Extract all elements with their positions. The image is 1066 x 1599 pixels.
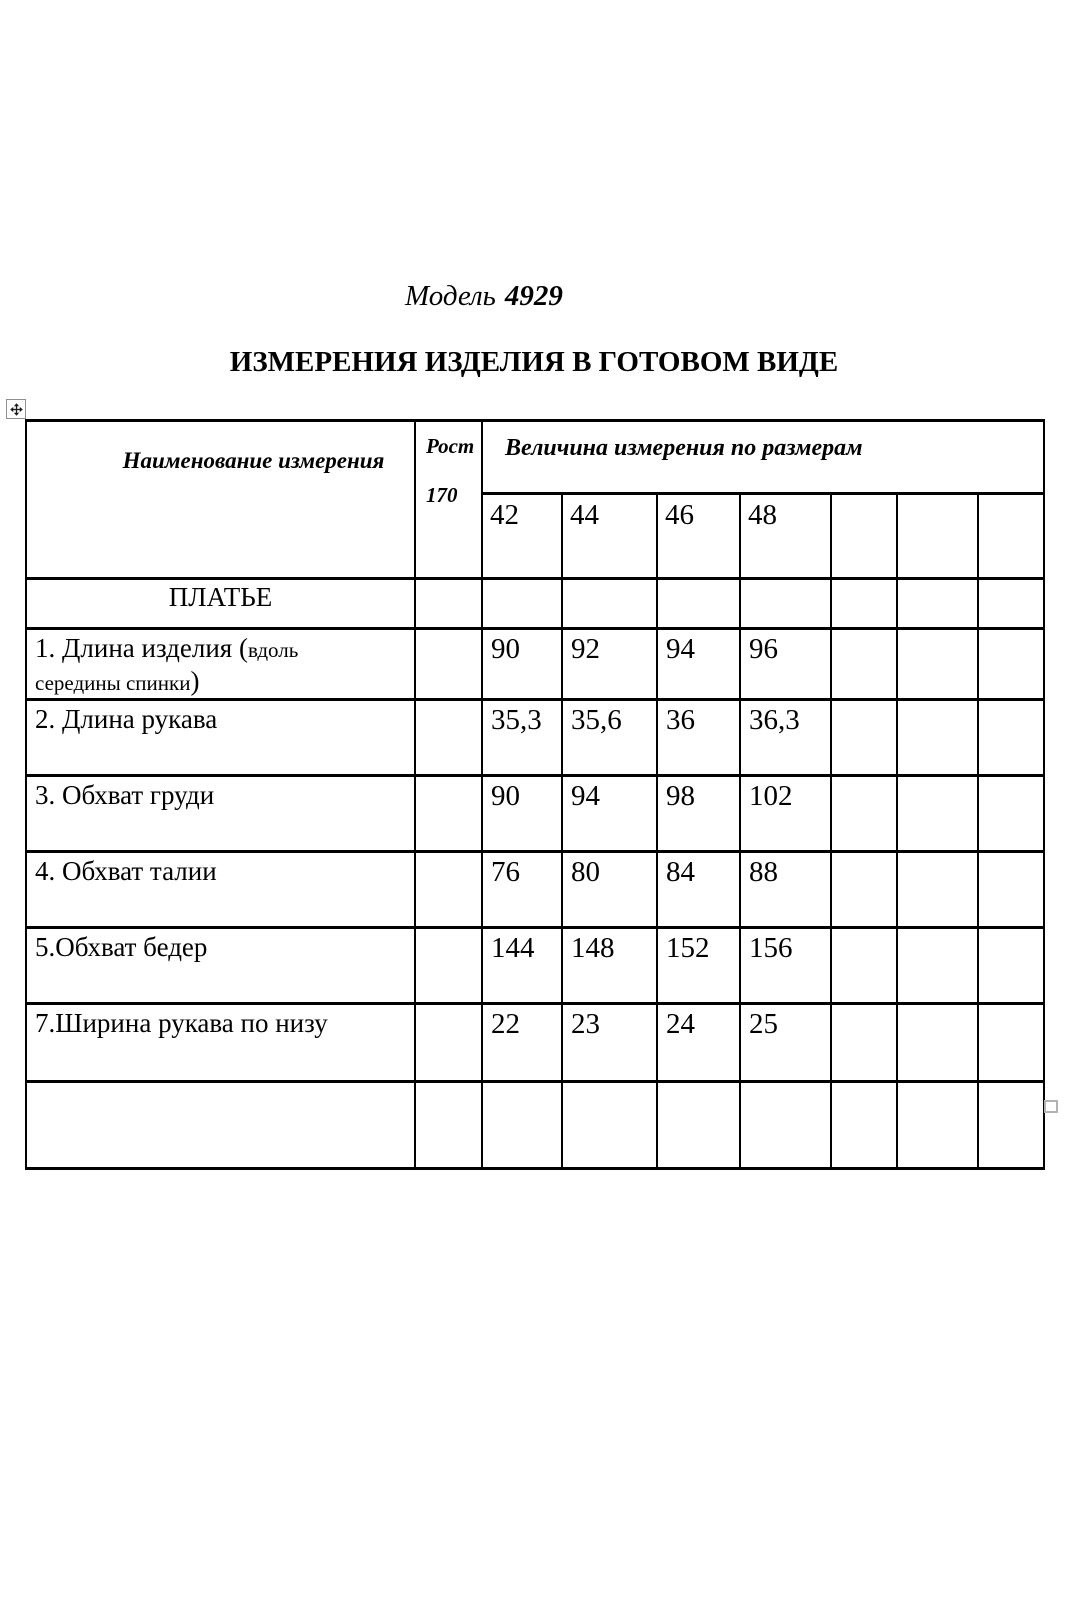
rost-cell	[415, 629, 482, 700]
rost-cell	[415, 775, 482, 851]
rost-value: 170	[426, 483, 458, 507]
value-cell: 22	[482, 1003, 562, 1081]
value-cell: 35,3	[482, 699, 562, 775]
row-label-cell	[26, 699, 415, 775]
header-rost-column	[415, 421, 482, 579]
row-label: 2. Длина рукава	[35, 703, 218, 734]
row-label-cell	[26, 775, 415, 851]
size-header-cell: 48	[740, 494, 831, 579]
value-cell	[831, 1081, 897, 1168]
size-header-cell: 44	[562, 494, 657, 579]
table-resize-handle[interactable]	[1044, 1100, 1058, 1113]
value-cell: 36,3	[740, 699, 831, 775]
value-cell: 102	[740, 775, 831, 851]
header-name-column: Наименование измерения	[26, 421, 415, 579]
value-cell: 23	[562, 1003, 657, 1081]
table-row	[26, 699, 1044, 775]
table-row	[26, 629, 1044, 700]
value-cell	[831, 699, 897, 775]
value-cell: 92	[562, 629, 657, 700]
measurements-table	[25, 419, 1045, 1170]
table-row	[26, 775, 1044, 851]
value-cell: 36	[657, 699, 740, 775]
row-label: 4. Обхват талии	[35, 855, 217, 886]
value-cell	[831, 775, 897, 851]
size-header-cell: 42	[482, 494, 562, 579]
size-header-cell	[978, 494, 1044, 579]
value-cell	[978, 629, 1044, 700]
table-row	[26, 851, 1044, 927]
value-cell	[897, 699, 978, 775]
size-header-cell	[831, 494, 897, 579]
value-cell	[831, 629, 897, 700]
table-move-handle[interactable]	[6, 399, 26, 419]
value-cell	[897, 629, 978, 700]
table-wrap	[25, 419, 1045, 1170]
value-cell	[831, 851, 897, 927]
table-row	[26, 1081, 1044, 1168]
row-label: 5.Обхват бедер	[35, 931, 208, 962]
value-cell: 156	[740, 927, 831, 1003]
value-cell: 25	[740, 1003, 831, 1081]
rost-cell	[415, 851, 482, 927]
value-cell: 148	[562, 927, 657, 1003]
value-cell	[831, 1003, 897, 1081]
value-cell	[978, 579, 1044, 629]
value-cell	[740, 1081, 831, 1168]
value-cell	[897, 851, 978, 927]
row-label: 1. Длина изделия (	[35, 633, 248, 663]
row-label-small: вдоль	[247, 638, 299, 662]
value-cell: 90	[482, 775, 562, 851]
value-cell	[978, 1003, 1044, 1081]
value-cell: 24	[657, 1003, 740, 1081]
row-label: 7.Ширина рукава по низу	[35, 1007, 328, 1038]
value-cell	[978, 927, 1044, 1003]
value-cell	[897, 579, 978, 629]
value-cell	[831, 927, 897, 1003]
value-cell: 96	[740, 629, 831, 700]
row-label-small: середины спинки	[35, 670, 191, 695]
section-title-cell: ПЛАТЬЕ	[26, 579, 415, 629]
rost-cell	[415, 1081, 482, 1168]
rost-cell	[415, 579, 482, 629]
move-icon	[10, 403, 23, 416]
rost-cell	[415, 1003, 482, 1081]
value-cell	[831, 579, 897, 629]
value-cell	[897, 775, 978, 851]
value-cell: 98	[657, 775, 740, 851]
value-cell	[978, 1081, 1044, 1168]
value-cell: 88	[740, 851, 831, 927]
size-header-cell: 46	[657, 494, 740, 579]
value-cell	[978, 851, 1044, 927]
rost-cell	[415, 927, 482, 1003]
header-sizes-title: Величина измерения по размерам	[482, 421, 1044, 494]
model-title-word: Модель	[405, 280, 496, 312]
value-cell: 144	[482, 927, 562, 1003]
row-label-cell	[26, 629, 415, 700]
document-heading: ИЗМЕРЕНИЯ ИЗДЕЛИЯ В ГОТОВОМ ВИДЕ	[229, 346, 839, 378]
value-cell: 94	[657, 629, 740, 700]
value-cell	[657, 579, 740, 629]
value-cell	[897, 1081, 978, 1168]
section-row	[26, 579, 1044, 629]
table-row	[26, 927, 1044, 1003]
table-row	[26, 1003, 1044, 1081]
value-cell: 94	[562, 775, 657, 851]
value-cell: 76	[482, 851, 562, 927]
value-cell	[482, 1081, 562, 1168]
value-cell	[740, 579, 831, 629]
row-label: 3. Обхват груди	[35, 779, 215, 810]
rost-cell	[415, 699, 482, 775]
value-cell: 84	[657, 851, 740, 927]
value-cell: 80	[562, 851, 657, 927]
value-cell	[897, 927, 978, 1003]
value-cell	[978, 699, 1044, 775]
model-title-number: 4929	[504, 280, 563, 312]
row-label-cell	[26, 1081, 415, 1168]
row-label-cell	[26, 1003, 415, 1081]
model-title	[405, 280, 563, 313]
value-cell	[562, 579, 657, 629]
value-cell	[978, 775, 1044, 851]
value-cell	[482, 579, 562, 629]
size-header-cell	[897, 494, 978, 579]
row-label-suffix: )	[190, 665, 200, 696]
row-label-cell	[26, 927, 415, 1003]
value-cell	[562, 1081, 657, 1168]
value-cell: 35,6	[562, 699, 657, 775]
value-cell	[657, 1081, 740, 1168]
value-cell: 90	[482, 629, 562, 700]
value-cell	[897, 1003, 978, 1081]
row-label-cell	[26, 851, 415, 927]
rost-label: Рост	[426, 434, 475, 458]
value-cell: 152	[657, 927, 740, 1003]
